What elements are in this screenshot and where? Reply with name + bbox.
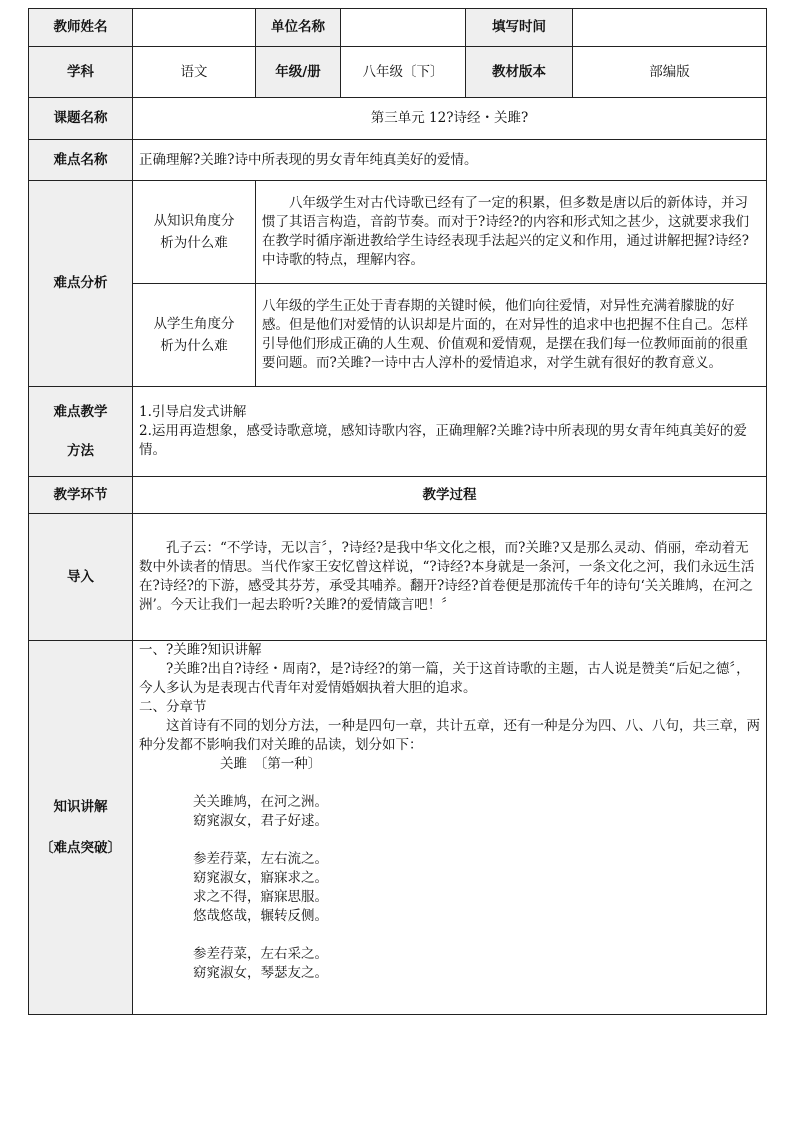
section-2-text: 这首诗有不同的划分方法，一种是四句一章，共计五章，还有一种是分为四、八、八句，共三章，两种分发都不影响我们对关雎的品读，划分如下： — [139, 718, 760, 753]
method-item-1: 1.引导启发式讲解 — [139, 404, 247, 420]
unit-name-value — [341, 9, 466, 47]
student-angle-paragraph: 八年级的学生正处于青春期的关键时候，他们向往爱情，对异性充满着朦胧的好感。但是他们对爱情的认识却是片面的，在对异性的追求中也把握不住自己。怎样引导他们形成正确的人生观、价值观和爱情观，是摆在我们每一位教师面前的很重要问题。而?关雎?一诗中古人淳朴的爱情追求，对学生就有很好的教育意义。 — [262, 298, 748, 371]
poem-line: 参差荇菜，左右采之。 — [193, 946, 328, 962]
difficulty-value: 正确理解?关雎?诗中所表现的男女青年纯真美好的爱情。 — [133, 140, 767, 181]
section-1-title: 一、?关雎?知识讲解 — [139, 642, 262, 658]
analysis-student-row — [29, 284, 767, 387]
intro-label: 导入 — [29, 514, 133, 641]
student-angle-label: 从学生角度分析为什么难 — [133, 284, 256, 387]
knowledge-row — [29, 641, 767, 1015]
subject-row — [29, 47, 767, 98]
poem-line: 参差荇菜，左右流之。 — [193, 851, 328, 867]
poem-line: 窈窕淑女，琴瑟友之。 — [193, 965, 328, 981]
teacher-name-value — [133, 9, 256, 47]
poem-line: 悠哉悠哉，辗转反侧。 — [193, 908, 328, 924]
section-2-title: 二、分章节 — [139, 699, 207, 715]
knowledge-label-line2: 〔难点突破〕 — [40, 839, 121, 856]
method-label-line2: 方法 — [67, 442, 94, 459]
header-row — [29, 9, 767, 47]
teacher-name-label: 教师姓名 — [29, 9, 133, 47]
knowledge-angle-label: 从知识角度分析为什么难 — [133, 181, 256, 284]
poem-line: 关关雎鸠，在河之洲。 — [193, 794, 328, 810]
fill-time-value — [573, 9, 767, 47]
method-item-2: 2.运用再造想象，感受诗歌意境，感知诗歌内容，正确理解?关雎?诗中所表现的男女青年纯真美好的爱情。 — [139, 423, 747, 458]
knowledge-label-line1: 知识讲解 — [53, 798, 108, 815]
intro-row — [29, 514, 767, 641]
topic-label: 课题名称 — [29, 98, 133, 140]
method-label-line1: 难点教学 — [53, 403, 108, 420]
poem-line: 窈窕淑女，寤寐求之。 — [193, 870, 328, 886]
method-row — [29, 387, 767, 477]
edition-value: 部编版 — [573, 47, 767, 98]
lesson-plan-table — [28, 8, 767, 1015]
topic-value: 第三单元 12?诗经・关雎? — [133, 98, 767, 140]
knowledge-content — [133, 641, 767, 1015]
intro-content — [133, 514, 767, 641]
teaching-process-header: 教学过程 — [133, 477, 767, 514]
method-label — [29, 387, 133, 477]
poem-line: 求之不得，寤寐思服。 — [193, 889, 328, 905]
knowledge-label — [29, 641, 133, 1015]
grade-label: 年级/册 — [256, 47, 341, 98]
subject-label: 学科 — [29, 47, 133, 98]
edition-label: 教材版本 — [466, 47, 573, 98]
poem-title: 关雎 〔第一种〕 — [220, 756, 322, 772]
student-angle-text — [256, 284, 767, 387]
fill-time-label: 填写时间 — [466, 9, 573, 47]
process-header-row — [29, 477, 767, 514]
method-content — [133, 387, 767, 477]
analysis-label: 难点分析 — [29, 181, 133, 387]
teaching-stage-header: 教学环节 — [29, 477, 133, 514]
knowledge-angle-paragraph: 八年级学生对古代诗歌已经有了一定的积累，但多数是唐以后的新体诗，并习惯了其语言构造，音韵节奏。而对于?诗经?的内容和形式知之甚少，这就要求我们在教学时循序渐进教给学生诗经表现手法起兴的定义和作用，通过讲解把握?诗经?中诗歌的特点，理解内容。 — [262, 195, 749, 268]
analysis-knowledge-row — [29, 181, 767, 284]
section-1-text: ?关雎?出自?诗经・周南?，是?诗经?的第一篇，关于这首诗歌的主题，古人说是赞美“后妃之德〞，今人多认为是表现古代青年对爱情婚姻执着大胆的追求。 — [139, 661, 750, 696]
topic-row — [29, 98, 767, 140]
poem-line: 窈窕淑女，君子好逑。 — [193, 813, 328, 829]
subject-value: 语文 — [133, 47, 256, 98]
grade-value: 八年级〔下〕 — [341, 47, 466, 98]
difficulty-label: 难点名称 — [29, 140, 133, 181]
knowledge-angle-text — [256, 181, 767, 284]
difficulty-row — [29, 140, 767, 181]
unit-name-label: 单位名称 — [256, 9, 341, 47]
intro-paragraph: 孔子云：“不学诗，无以言〞，?诗经?是我中华文化之根，而?关雎?又是那么灵动、俏丽，牵动着无数中外读者的情思。当代作家王安忆曾这样说，“?诗经?本身就是一条河，一条文化之河，我们永远生活在?诗经?的下游，感受其芬芳，承受其哺养。翻开?诗经?首卷便是那流传千年的诗句‘关关雎鸠，在河之洲’。今天让我们一起去聆听?关雎?的爱情箴言吧！〞 — [139, 540, 755, 613]
